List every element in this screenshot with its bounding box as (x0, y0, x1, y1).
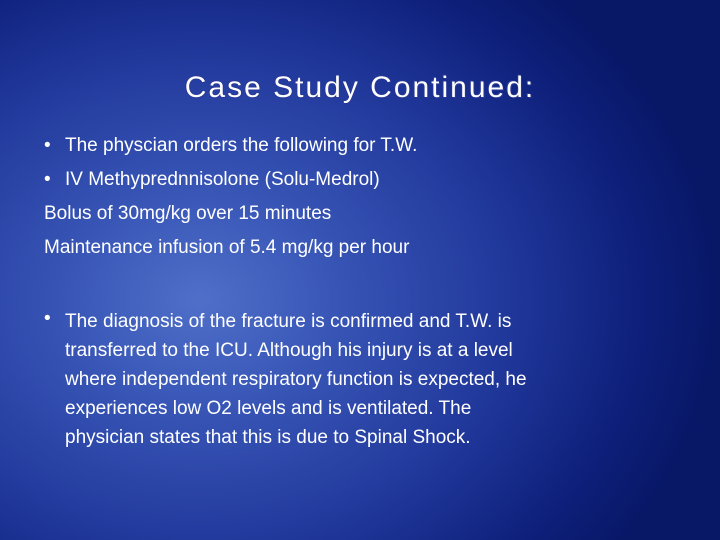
paragraph-line: transferred to the ICU. Although his injury is at a level (65, 340, 513, 361)
bullet-item-medication: IV Methyprednnisolone (Solu-Medrol) (65, 169, 380, 190)
paragraph-line: physician states that this is due to Spinal Shock. (65, 427, 471, 448)
paragraph-line: where independent respiratory function is expected, he (65, 369, 527, 390)
diagnosis-paragraph (65, 307, 695, 452)
paragraph-line: experiences low O2 levels and is ventilated. The (65, 398, 472, 419)
bullet-icon: • (44, 169, 51, 190)
dosage-bolus-line: Bolus of 30mg/kg over 15 minutes (44, 203, 332, 224)
bullet-item-orders: The physcian orders the following for T.W. (65, 135, 418, 156)
dosage-maintenance-line: Maintenance infusion of 5.4 mg/kg per hour (44, 237, 410, 258)
slide-title: Case Study Continued: (184, 71, 536, 104)
paragraph-line: The diagnosis of the fracture is confirmed and T.W. is (65, 311, 512, 332)
bullet-icon: • (44, 135, 51, 156)
bullet-icon: • (44, 308, 51, 329)
